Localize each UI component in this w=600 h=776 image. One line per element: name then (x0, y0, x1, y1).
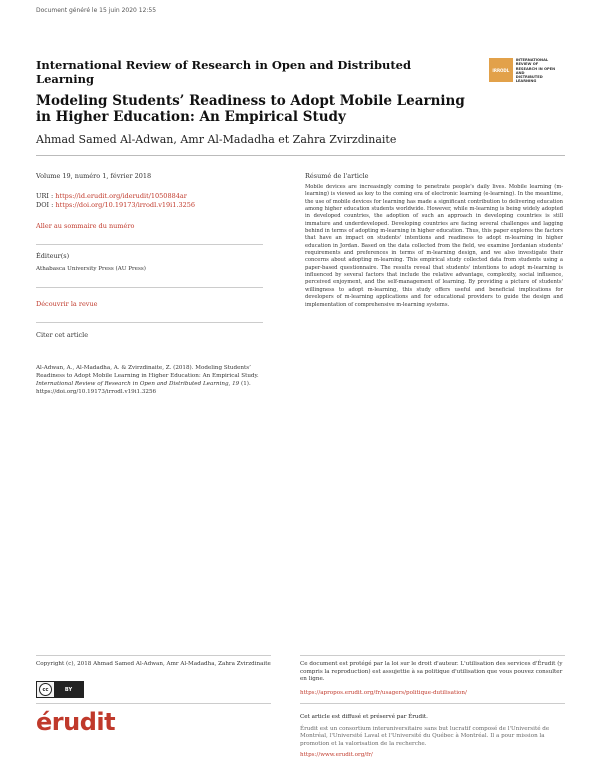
citation-journal: International Review of Research in Open and Distributed Learning, 19 (36, 381, 240, 387)
divider (36, 287, 263, 288)
doi-link[interactable]: https://doi.org/10.19173/irrodl.v19i1.3256 (55, 201, 195, 209)
abstract-heading: Résumé de l'article (305, 172, 369, 180)
journal-logo-square: IRRODL (489, 58, 513, 82)
cc-license-badge[interactable] (36, 681, 84, 698)
cc-by-label: BY (54, 682, 83, 697)
publisher-heading: Éditeur(s) (36, 252, 70, 260)
journal-title: International Review of Research in Open and Distributed Learning (36, 58, 412, 86)
uri-label: URI : (36, 192, 56, 200)
article-title: Modeling Students’ Readiness to Adopt Mobile Learning in Higher Education: An Empirical Study (36, 93, 465, 125)
copyright-text: Copyright (c), 2018 Ahmad Samed Al-Adwan, Amr Al-Madadha, Zahra Zvirzdinaite (36, 661, 271, 667)
journal-logo-text (516, 58, 565, 82)
logo-line: INTERNATIONAL REVIEW OF (515, 58, 549, 67)
rights-notice (300, 661, 565, 697)
rights-policy-link[interactable]: https://apropos.erudit.org/fr/usagers/politique-dutilisation/ (300, 689, 467, 696)
volume-info: Volume 19, numéro 1, février 2018 (36, 172, 152, 180)
discover-journal-link[interactable]: Découvrir la revue (36, 300, 98, 308)
divider (300, 703, 565, 704)
doi-line (36, 201, 195, 210)
distribution-notice (300, 714, 565, 760)
erudit-logo[interactable]: érudit (36, 708, 116, 736)
divider (36, 244, 263, 245)
publisher-name: Athabasca University Press (AU Press) (36, 266, 146, 272)
divider (36, 655, 271, 656)
article-authors: Ahmad Samed Al-Adwan, Amr Al-Madadha et Zahra Zvirzdinaite (36, 133, 397, 146)
distribution-text: Érudit est un consortium interuniversitaire sans but lucratif composé de l'Université de Montréal, l'Université Laval et l'Université du Québec à Montréal. Il a pour mission la promotion et la valorisation de la recherche. (300, 725, 550, 747)
logo-line: DISTRIBUTED (515, 75, 543, 80)
issue-summary-link[interactable]: Aller au sommaire du numéro (36, 222, 135, 230)
abstract-text: Mobile devices are increasingly coming to penetrate people's daily lives. Mobile learning (m-learning) is viewed as key to the coming era of electronic learning (e-learning). In the meantime, the use of mobile devices for learning has made a significant contribution to delivering education among higher education students worldwide. However, while m-learning is being widely adopted in developed countries, the adoption of such an approach in developing countries is still immature and underdeveloped. Developing countries are facing several challenges and lagging behind in terms of adopting m-learning in higher education. Thus, this paper explores the factors that have an impact on students' intentions and readiness to adopt m-learning in higher education in Jordan. Based on the data collected from the field, we examine Jordanian students' requirements and preferences in terms of m-learning design, and we also investigate their concerns about adopting m-learning. This empirical study collected data from students using a paper-based questionnaire. The results reveal that students' intentions to adopt m-learning is influenced by several factors that include the relative advantage, complexity, social influence, perceived enjoyment, and the self-management of learning. By providing a picture of students' willingness to adopt m-learning, this study offers useful and beneficial implications for developers of m-learning applications and for educational providers to guide the design and implementation of comprehensive m-learning systems. (305, 184, 563, 308)
logo-line: LEARNING (515, 79, 537, 84)
cite-heading: Citer cet article (36, 331, 89, 339)
divider (36, 322, 263, 323)
divider (36, 703, 271, 704)
uri-line (36, 192, 187, 201)
citation-main: Al-Adwan, A., Al-Madadha, A. & Zvirzdinaite, Z. (2018). Modeling Students’ Readiness to Adopt Mobile Learning in Higher Education: An Empirical Study. (36, 365, 259, 379)
divider (300, 655, 565, 656)
erudit-website-link[interactable]: https://www.erudit.org/fr/ (300, 752, 373, 759)
generated-date: Document généré le 15 juin 2020 12:55 (36, 7, 157, 14)
citation-text (36, 364, 264, 396)
cc-icon: cc (39, 683, 52, 696)
rights-text: Ce document est protégé par la loi sur le droit d'auteur. L'utilisation des services d'Érudit (y compris la reproduction) est assujettie à sa politique d'utilisation que vous pouvez consulter en ligne. (300, 661, 563, 683)
divider (36, 155, 565, 156)
doi-label: DOI : (36, 201, 56, 209)
distribution-heading: Cet article est diffusé et préservé par Érudit. (300, 714, 428, 720)
citation-rest: (1). https://doi.org/10.19173/irrodl.v19i1.3256 (36, 381, 251, 395)
logo-line: RESEARCH IN OPEN AND (515, 66, 556, 75)
journal-logo (489, 58, 565, 82)
uri-link[interactable]: https://id.erudit.org/iderudit/1050884ar (55, 192, 187, 200)
